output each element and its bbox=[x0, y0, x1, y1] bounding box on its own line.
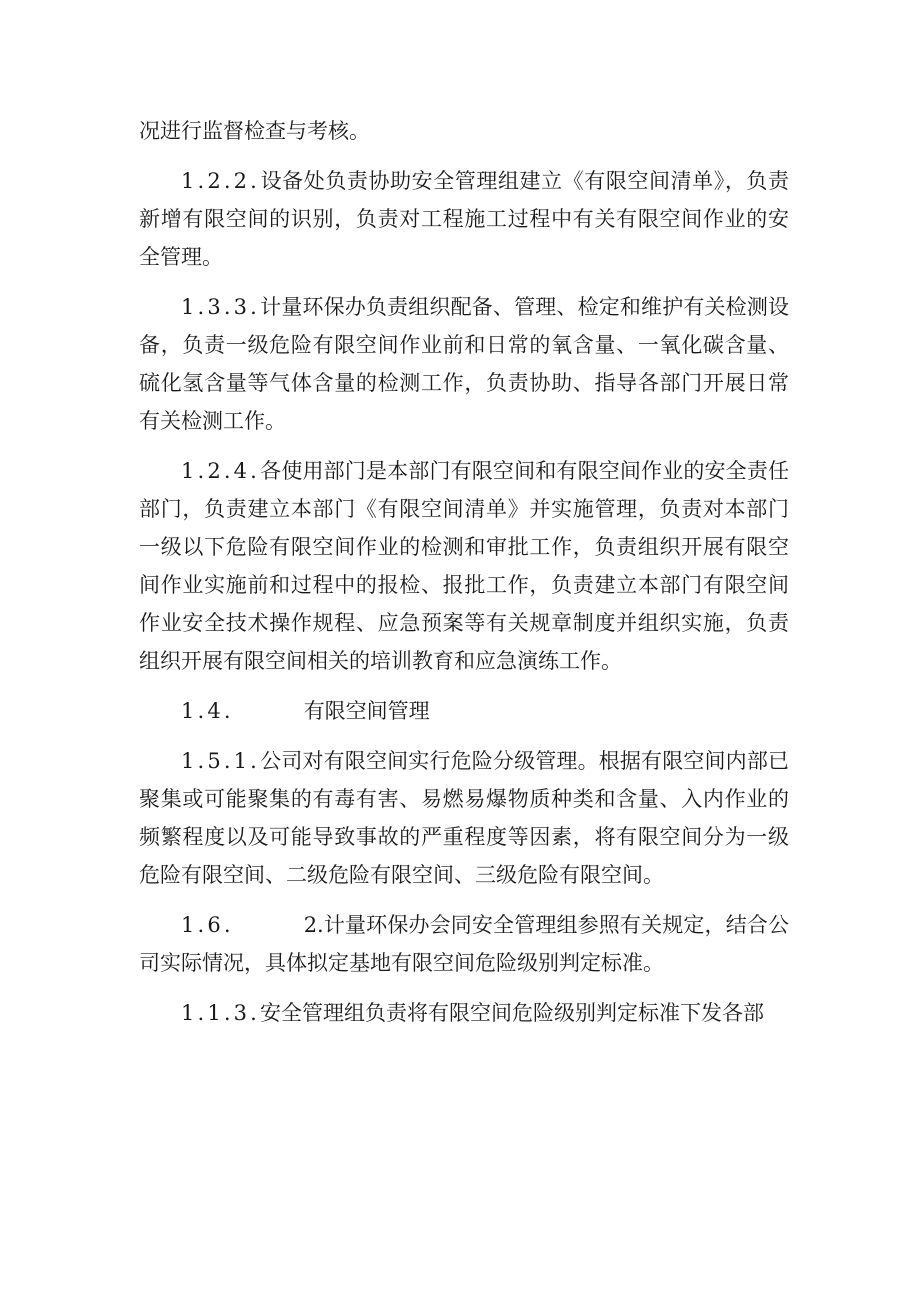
paragraph-number: 1.2.4. bbox=[181, 459, 261, 483]
paragraph-text: 计量环保办负责组织配备、管理、检定和维护有关检测设备，负责一级危险有限空间作业前和日常的氧含量、一氧化碳含量、硫化氢含量等气体含量的检测工作，负责协助、指导各部门开展日常有关检测工作。 bbox=[139, 295, 789, 433]
paragraph-text: 况进行监督检查与考核。 bbox=[139, 119, 370, 143]
paragraph-text: 各使用部门是本部门有限空间和有限空间作业的安全责任部门，负责建立本部门《有限空间清单》并实施管理，负责对本部门一级以下危险有限空间作业的检测和审批工作，负责组织开展有限空间作业实施前和过程中的报检、报批工作，负责建立本部门有限空间作业安全技术操作规程、应急预案等有关规章制度并组织实施，负责组织开展有限空间相关的培训教育和应急演练工作。 bbox=[139, 459, 789, 673]
paragraph-number: 1.1.3. bbox=[181, 1001, 261, 1025]
section-title: 有限空间管理 bbox=[303, 699, 430, 723]
paragraph-number: 1.5.1. bbox=[181, 749, 261, 773]
section-number: 1.4. bbox=[181, 699, 234, 723]
paragraph-1-2-4 bbox=[139, 452, 789, 680]
paragraph-text: 安全管理组负责将有限空间危险级别判定标准下发各部 bbox=[260, 1001, 765, 1025]
paragraph-1-3-3 bbox=[139, 288, 789, 440]
paragraph-text: 设备处负责协助安全管理组建立《有限空间清单》，负责新增有限空间的识别，负责对工程施工过程中有关有限空间作业的安全管理。 bbox=[139, 169, 789, 269]
paragraph-1-1-3 bbox=[139, 994, 789, 1032]
paragraph-number: 1.6. bbox=[181, 913, 234, 937]
paragraph-text: 公司对有限空间实行危险分级管理。根据有限空间内部已聚集或可能聚集的有毒有害、易燃易爆物质种类和含量、入内作业的频繁程度以及可能导致事故的严重程度等因素，将有限空间分为一级危险有限空间、二级危险有限空间、三级危险有限空间。 bbox=[139, 749, 789, 887]
paragraph-1-5-1 bbox=[139, 742, 789, 894]
document-body bbox=[139, 112, 789, 1044]
paragraph-number: 1.3.3. bbox=[181, 295, 261, 319]
paragraph-1-2-2 bbox=[139, 162, 789, 276]
paragraph-text: 2.计量环保办会同安全管理组参照有关规定，结合公司实际情况，具体拟定基地有限空间危险级别判定标准。 bbox=[139, 913, 789, 975]
paragraph-1-6 bbox=[139, 906, 789, 982]
section-heading-1-4 bbox=[139, 692, 789, 730]
paragraph-number: 1.2.2. bbox=[181, 169, 261, 193]
paragraph-continuation bbox=[139, 112, 789, 150]
